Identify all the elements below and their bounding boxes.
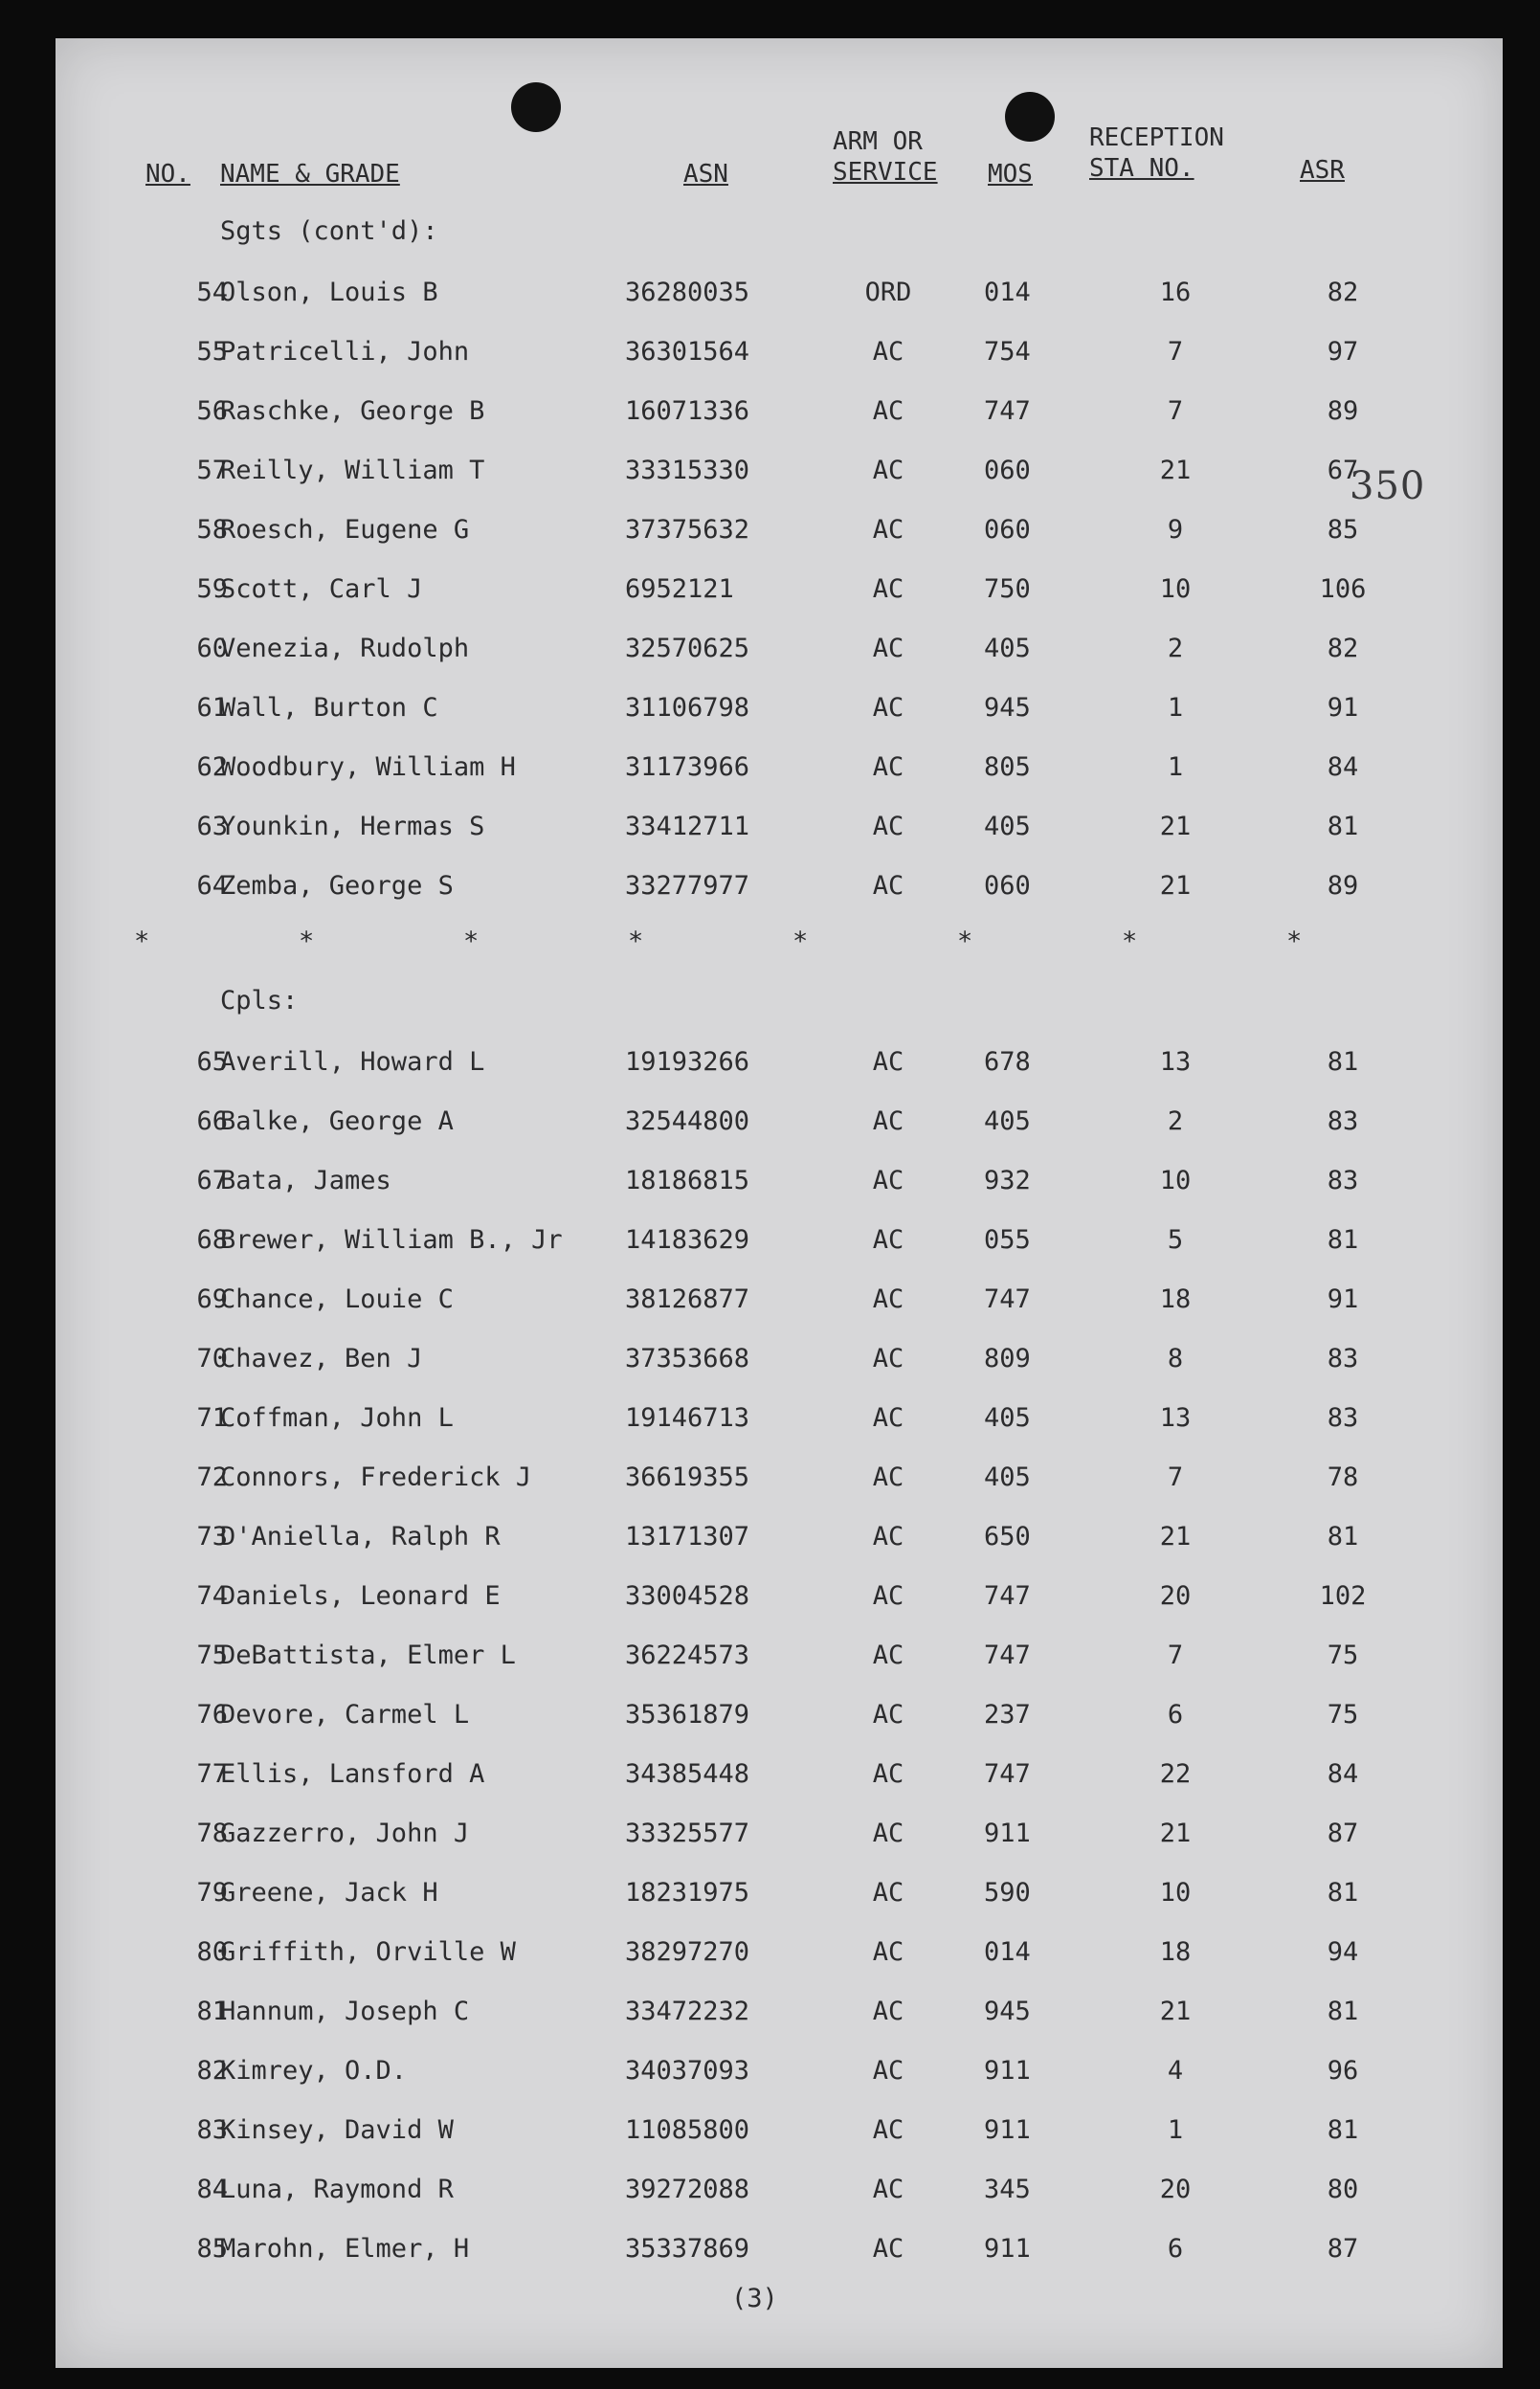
row-asr: 85: [1327, 515, 1359, 545]
row-arm-service: AC: [872, 1225, 904, 1255]
row-name-grade: Daniels, Leonard E: [220, 1581, 501, 1611]
row-name-grade: Luna, Raymond R: [220, 2175, 454, 2204]
row-reception-station: 21: [1159, 812, 1192, 841]
separator-star: *: [1286, 927, 1303, 956]
row-asr: 81: [1327, 1225, 1359, 1255]
row-asr: 81: [1327, 2115, 1359, 2145]
row-reception-station: 21: [1159, 1997, 1192, 2026]
row-asr: 83: [1327, 1106, 1359, 1136]
row-mos: 060: [984, 515, 1031, 545]
row-number: 64: [196, 871, 228, 901]
row-number: 61: [196, 693, 228, 723]
row-asn: 36619355: [625, 1462, 750, 1492]
row-asr: 106: [1319, 574, 1367, 604]
row-asn: 35361879: [625, 1700, 750, 1730]
separator-star: *: [463, 927, 480, 956]
row-asn: 33472232: [625, 1997, 750, 2026]
row-asr: 97: [1327, 337, 1359, 367]
row-arm-service: AC: [872, 1462, 904, 1492]
row-arm-service: AC: [872, 1819, 904, 1848]
row-mos: 650: [984, 1522, 1031, 1552]
row-mos: 754: [984, 337, 1031, 367]
row-name-grade: Kinsey, David W: [220, 2115, 454, 2145]
row-asn: 39272088: [625, 2175, 750, 2204]
row-asn: 19146713: [625, 1403, 750, 1433]
row-name-grade: Scott, Carl J: [220, 574, 423, 604]
row-asn: 33412711: [625, 812, 750, 841]
row-asn: 36280035: [625, 278, 750, 307]
document-page: [56, 38, 1503, 2368]
row-reception-station: 7: [1167, 396, 1184, 426]
row-arm-service: AC: [872, 1047, 904, 1077]
row-number: 56: [196, 396, 228, 426]
header-mos: MOS: [988, 160, 1033, 189]
header-arm-line2: SERVICE: [833, 158, 938, 187]
row-asn: 33325577: [625, 1819, 750, 1848]
row-arm-service: AC: [872, 1106, 904, 1136]
row-mos: 747: [984, 1284, 1031, 1314]
row-asr: 102: [1319, 1581, 1367, 1611]
row-number: 73: [196, 1522, 228, 1552]
row-arm-service: AC: [872, 752, 904, 782]
row-asn: 31173966: [625, 752, 750, 782]
row-asn: 34037093: [625, 2056, 750, 2086]
row-reception-station: 16: [1159, 278, 1192, 307]
row-name-grade: Reilly, William T: [220, 456, 485, 485]
row-number: 71: [196, 1403, 228, 1433]
header-reception-line1: RECEPTION: [1089, 123, 1224, 152]
header-name-grade: NAME & GRADE: [220, 160, 400, 189]
row-name-grade: Connors, Frederick J: [220, 1462, 532, 1492]
row-reception-station: 21: [1159, 1522, 1192, 1552]
row-asr: 82: [1327, 278, 1359, 307]
row-mos: 055: [984, 1225, 1031, 1255]
row-mos: 805: [984, 752, 1031, 782]
row-number: 79: [196, 1878, 228, 1908]
row-arm-service: AC: [872, 515, 904, 545]
row-asn: 38126877: [625, 1284, 750, 1314]
row-asn: 18231975: [625, 1878, 750, 1908]
row-reception-station: 7: [1167, 1462, 1184, 1492]
row-reception-station: 10: [1159, 1878, 1192, 1908]
row-name-grade: Wall, Burton C: [220, 693, 438, 723]
row-name-grade: Patricelli, John: [220, 337, 470, 367]
row-mos: 750: [984, 574, 1031, 604]
row-number: 67: [196, 1166, 228, 1195]
row-reception-station: 21: [1159, 1819, 1192, 1848]
row-arm-service: AC: [872, 1878, 904, 1908]
row-number: 57: [196, 456, 228, 485]
row-asr: 87: [1327, 1819, 1359, 1848]
row-arm-service: AC: [872, 1166, 904, 1195]
separator-star: *: [628, 927, 644, 956]
row-mos: 014: [984, 1937, 1031, 1967]
row-arm-service: AC: [872, 337, 904, 367]
row-number: 77: [196, 1759, 228, 1789]
row-mos: 060: [984, 456, 1031, 485]
row-reception-station: 2: [1167, 634, 1184, 663]
row-mos: 911: [984, 1819, 1031, 1848]
row-asr: 82: [1327, 634, 1359, 663]
row-asr: 91: [1327, 693, 1359, 723]
row-name-grade: Gazzerro, John J: [220, 1819, 470, 1848]
row-arm-service: AC: [872, 456, 904, 485]
row-asr: 87: [1327, 2234, 1359, 2264]
row-mos: 809: [984, 1344, 1031, 1373]
row-reception-station: 18: [1159, 1284, 1192, 1314]
row-reception-station: 21: [1159, 456, 1192, 485]
row-mos: 590: [984, 1878, 1031, 1908]
row-asr: 67: [1327, 456, 1359, 485]
row-reception-station: 20: [1159, 2175, 1192, 2204]
row-arm-service: AC: [872, 396, 904, 426]
row-name-grade: Roesch, Eugene G: [220, 515, 470, 545]
row-number: 75: [196, 1641, 228, 1670]
row-number: 68: [196, 1225, 228, 1255]
row-name-grade: Averill, Howard L: [220, 1047, 485, 1077]
row-arm-service: AC: [872, 634, 904, 663]
row-reception-station: 1: [1167, 2115, 1184, 2145]
row-mos: 405: [984, 1403, 1031, 1433]
row-number: 66: [196, 1106, 228, 1136]
row-mos: 405: [984, 812, 1031, 841]
row-mos: 237: [984, 1700, 1031, 1730]
row-asn: 32544800: [625, 1106, 750, 1136]
row-number: 62: [196, 752, 228, 782]
row-reception-station: 1: [1167, 693, 1184, 723]
row-arm-service: AC: [872, 1344, 904, 1373]
row-reception-station: 10: [1159, 1166, 1192, 1195]
row-arm-service: AC: [872, 693, 904, 723]
row-number: 59: [196, 574, 228, 604]
row-asn: 14183629: [625, 1225, 750, 1255]
row-asr: 89: [1327, 396, 1359, 426]
row-mos: 405: [984, 634, 1031, 663]
row-reception-station: 20: [1159, 1581, 1192, 1611]
row-reception-station: 6: [1167, 1700, 1184, 1730]
row-name-grade: Hannum, Joseph C: [220, 1997, 470, 2026]
row-mos: 911: [984, 2056, 1031, 2086]
separator-star: *: [1122, 927, 1138, 956]
row-name-grade: Ellis, Lansford A: [220, 1759, 485, 1789]
row-number: 63: [196, 812, 228, 841]
row-name-grade: Zemba, George S: [220, 871, 454, 901]
row-mos: 405: [984, 1462, 1031, 1492]
row-asr: 83: [1327, 1344, 1359, 1373]
row-name-grade: Devore, Carmel L: [220, 1700, 470, 1730]
row-asr: 81: [1327, 1997, 1359, 2026]
row-mos: 405: [984, 1106, 1031, 1136]
row-reception-station: 18: [1159, 1937, 1192, 1967]
row-reception-station: 5: [1167, 1225, 1184, 1255]
row-name-grade: Griffith, Orville W: [220, 1937, 516, 1967]
row-arm-service: AC: [872, 574, 904, 604]
row-number: 54: [196, 278, 228, 307]
row-asn: 33315330: [625, 456, 750, 485]
row-name-grade: Kimrey, O.D.: [220, 2056, 408, 2086]
header-asr: ASR: [1300, 156, 1345, 185]
row-name-grade: Raschke, George B: [220, 396, 485, 426]
row-number: 82: [196, 2056, 228, 2086]
row-mos: 747: [984, 1759, 1031, 1789]
row-name-grade: Coffman, John L: [220, 1403, 454, 1433]
header-arm-line1: ARM OR: [833, 127, 923, 156]
row-name-grade: Younkin, Hermas S: [220, 812, 485, 841]
row-mos: 747: [984, 1641, 1031, 1670]
punch-hole-right: [1005, 92, 1055, 142]
section-heading-cpls: Cpls:: [220, 986, 299, 1016]
row-mos: 345: [984, 2175, 1031, 2204]
row-reception-station: 13: [1159, 1047, 1192, 1077]
row-name-grade: Balke, George A: [220, 1106, 454, 1136]
row-arm-service: AC: [872, 2234, 904, 2264]
row-reception-station: 13: [1159, 1403, 1192, 1433]
row-asn: 13171307: [625, 1522, 750, 1552]
row-asn: 11085800: [625, 2115, 750, 2145]
row-reception-station: 8: [1167, 1344, 1184, 1373]
row-arm-service: AC: [872, 1700, 904, 1730]
row-arm-service: AC: [872, 1284, 904, 1314]
row-mos: 911: [984, 2234, 1031, 2264]
separator-star: *: [299, 927, 315, 956]
row-mos: 932: [984, 1166, 1031, 1195]
row-asr: 75: [1327, 1700, 1359, 1730]
row-asn: 37353668: [625, 1344, 750, 1373]
row-arm-service: AC: [872, 1937, 904, 1967]
row-asn: 34385448: [625, 1759, 750, 1789]
row-asr: 81: [1327, 1522, 1359, 1552]
section-heading-sgts: Sgts (cont'd):: [220, 216, 438, 246]
row-reception-station: 10: [1159, 574, 1192, 604]
punch-hole-left: [511, 82, 561, 132]
row-arm-service: AC: [872, 1997, 904, 2026]
row-arm-service: AC: [872, 812, 904, 841]
row-number: 83: [196, 2115, 228, 2145]
row-asn: 36224573: [625, 1641, 750, 1670]
row-asr: 84: [1327, 752, 1359, 782]
row-number: 58: [196, 515, 228, 545]
row-mos: 911: [984, 2115, 1031, 2145]
row-number: 78: [196, 1819, 228, 1848]
row-asr: 94: [1327, 1937, 1359, 1967]
row-asn: 18186815: [625, 1166, 750, 1195]
row-mos: 747: [984, 1581, 1031, 1611]
row-name-grade: Marohn, Elmer, H: [220, 2234, 470, 2264]
page-number: (3): [731, 2284, 778, 2313]
row-arm-service: AC: [872, 1581, 904, 1611]
row-number: 81: [196, 1997, 228, 2026]
row-asn: 37375632: [625, 515, 750, 545]
row-mos: 945: [984, 1997, 1031, 2026]
row-number: 65: [196, 1047, 228, 1077]
row-reception-station: 6: [1167, 2234, 1184, 2264]
separator-star: *: [957, 927, 973, 956]
row-number: 85: [196, 2234, 228, 2264]
row-mos: 060: [984, 871, 1031, 901]
row-asr: 83: [1327, 1166, 1359, 1195]
row-mos: 945: [984, 693, 1031, 723]
row-name-grade: Chance, Louie C: [220, 1284, 454, 1314]
row-reception-station: 21: [1159, 871, 1192, 901]
row-reception-station: 7: [1167, 1641, 1184, 1670]
row-name-grade: Venezia, Rudolph: [220, 634, 470, 663]
header-asn: ASN: [683, 160, 728, 189]
row-arm-service: AC: [872, 2175, 904, 2204]
row-arm-service: AC: [872, 1522, 904, 1552]
row-number: 69: [196, 1284, 228, 1314]
row-asr: 83: [1327, 1403, 1359, 1433]
row-name-grade: Olson, Louis B: [220, 278, 438, 307]
row-asr: 78: [1327, 1462, 1359, 1492]
row-number: 70: [196, 1344, 228, 1373]
row-asr: 96: [1327, 2056, 1359, 2086]
row-arm-service: AC: [872, 2056, 904, 2086]
row-asr: 91: [1327, 1284, 1359, 1314]
row-mos: 747: [984, 396, 1031, 426]
row-number: 55: [196, 337, 228, 367]
row-asn: 19193266: [625, 1047, 750, 1077]
row-arm-service: AC: [872, 1759, 904, 1789]
row-arm-service: AC: [872, 1403, 904, 1433]
row-asn: 38297270: [625, 1937, 750, 1967]
row-number: 76: [196, 1700, 228, 1730]
row-arm-service: ORD: [864, 278, 912, 307]
row-mos: 014: [984, 278, 1031, 307]
row-arm-service: AC: [872, 1641, 904, 1670]
row-name-grade: D'Aniella, Ralph R: [220, 1522, 501, 1552]
row-reception-station: 2: [1167, 1106, 1184, 1136]
row-asr: 89: [1327, 871, 1359, 901]
header-no: NO.: [145, 160, 190, 189]
row-mos: 678: [984, 1047, 1031, 1077]
row-name-grade: DeBattista, Elmer L: [220, 1641, 516, 1670]
row-asn: 16071336: [625, 396, 750, 426]
page-stamp-number: 350: [1350, 464, 1426, 508]
separator-star: *: [792, 927, 809, 956]
header-reception-line2: STA NO.: [1089, 154, 1194, 183]
row-arm-service: AC: [872, 871, 904, 901]
row-asn: 31106798: [625, 693, 750, 723]
separator-star: *: [134, 927, 150, 956]
row-asn: 32570625: [625, 634, 750, 663]
row-name-grade: Greene, Jack H: [220, 1878, 438, 1908]
row-number: 74: [196, 1581, 228, 1611]
row-asr: 80: [1327, 2175, 1359, 2204]
row-number: 84: [196, 2175, 228, 2204]
row-number: 60: [196, 634, 228, 663]
row-name-grade: Brewer, William B., Jr: [220, 1225, 563, 1255]
row-asr: 75: [1327, 1641, 1359, 1670]
row-reception-station: 4: [1167, 2056, 1184, 2086]
row-asn: 6952121: [625, 574, 734, 604]
row-asr: 84: [1327, 1759, 1359, 1789]
row-reception-station: 7: [1167, 337, 1184, 367]
row-number: 72: [196, 1462, 228, 1492]
row-asr: 81: [1327, 812, 1359, 841]
row-asn: 35337869: [625, 2234, 750, 2264]
row-asr: 81: [1327, 1878, 1359, 1908]
row-name-grade: Chavez, Ben J: [220, 1344, 423, 1373]
row-reception-station: 1: [1167, 752, 1184, 782]
row-asr: 81: [1327, 1047, 1359, 1077]
row-asn: 33004528: [625, 1581, 750, 1611]
row-name-grade: Bata, James: [220, 1166, 391, 1195]
row-number: 80: [196, 1937, 228, 1967]
row-asn: 36301564: [625, 337, 750, 367]
row-arm-service: AC: [872, 2115, 904, 2145]
row-reception-station: 22: [1159, 1759, 1192, 1789]
row-asn: 33277977: [625, 871, 750, 901]
row-reception-station: 9: [1167, 515, 1184, 545]
row-name-grade: Woodbury, William H: [220, 752, 516, 782]
